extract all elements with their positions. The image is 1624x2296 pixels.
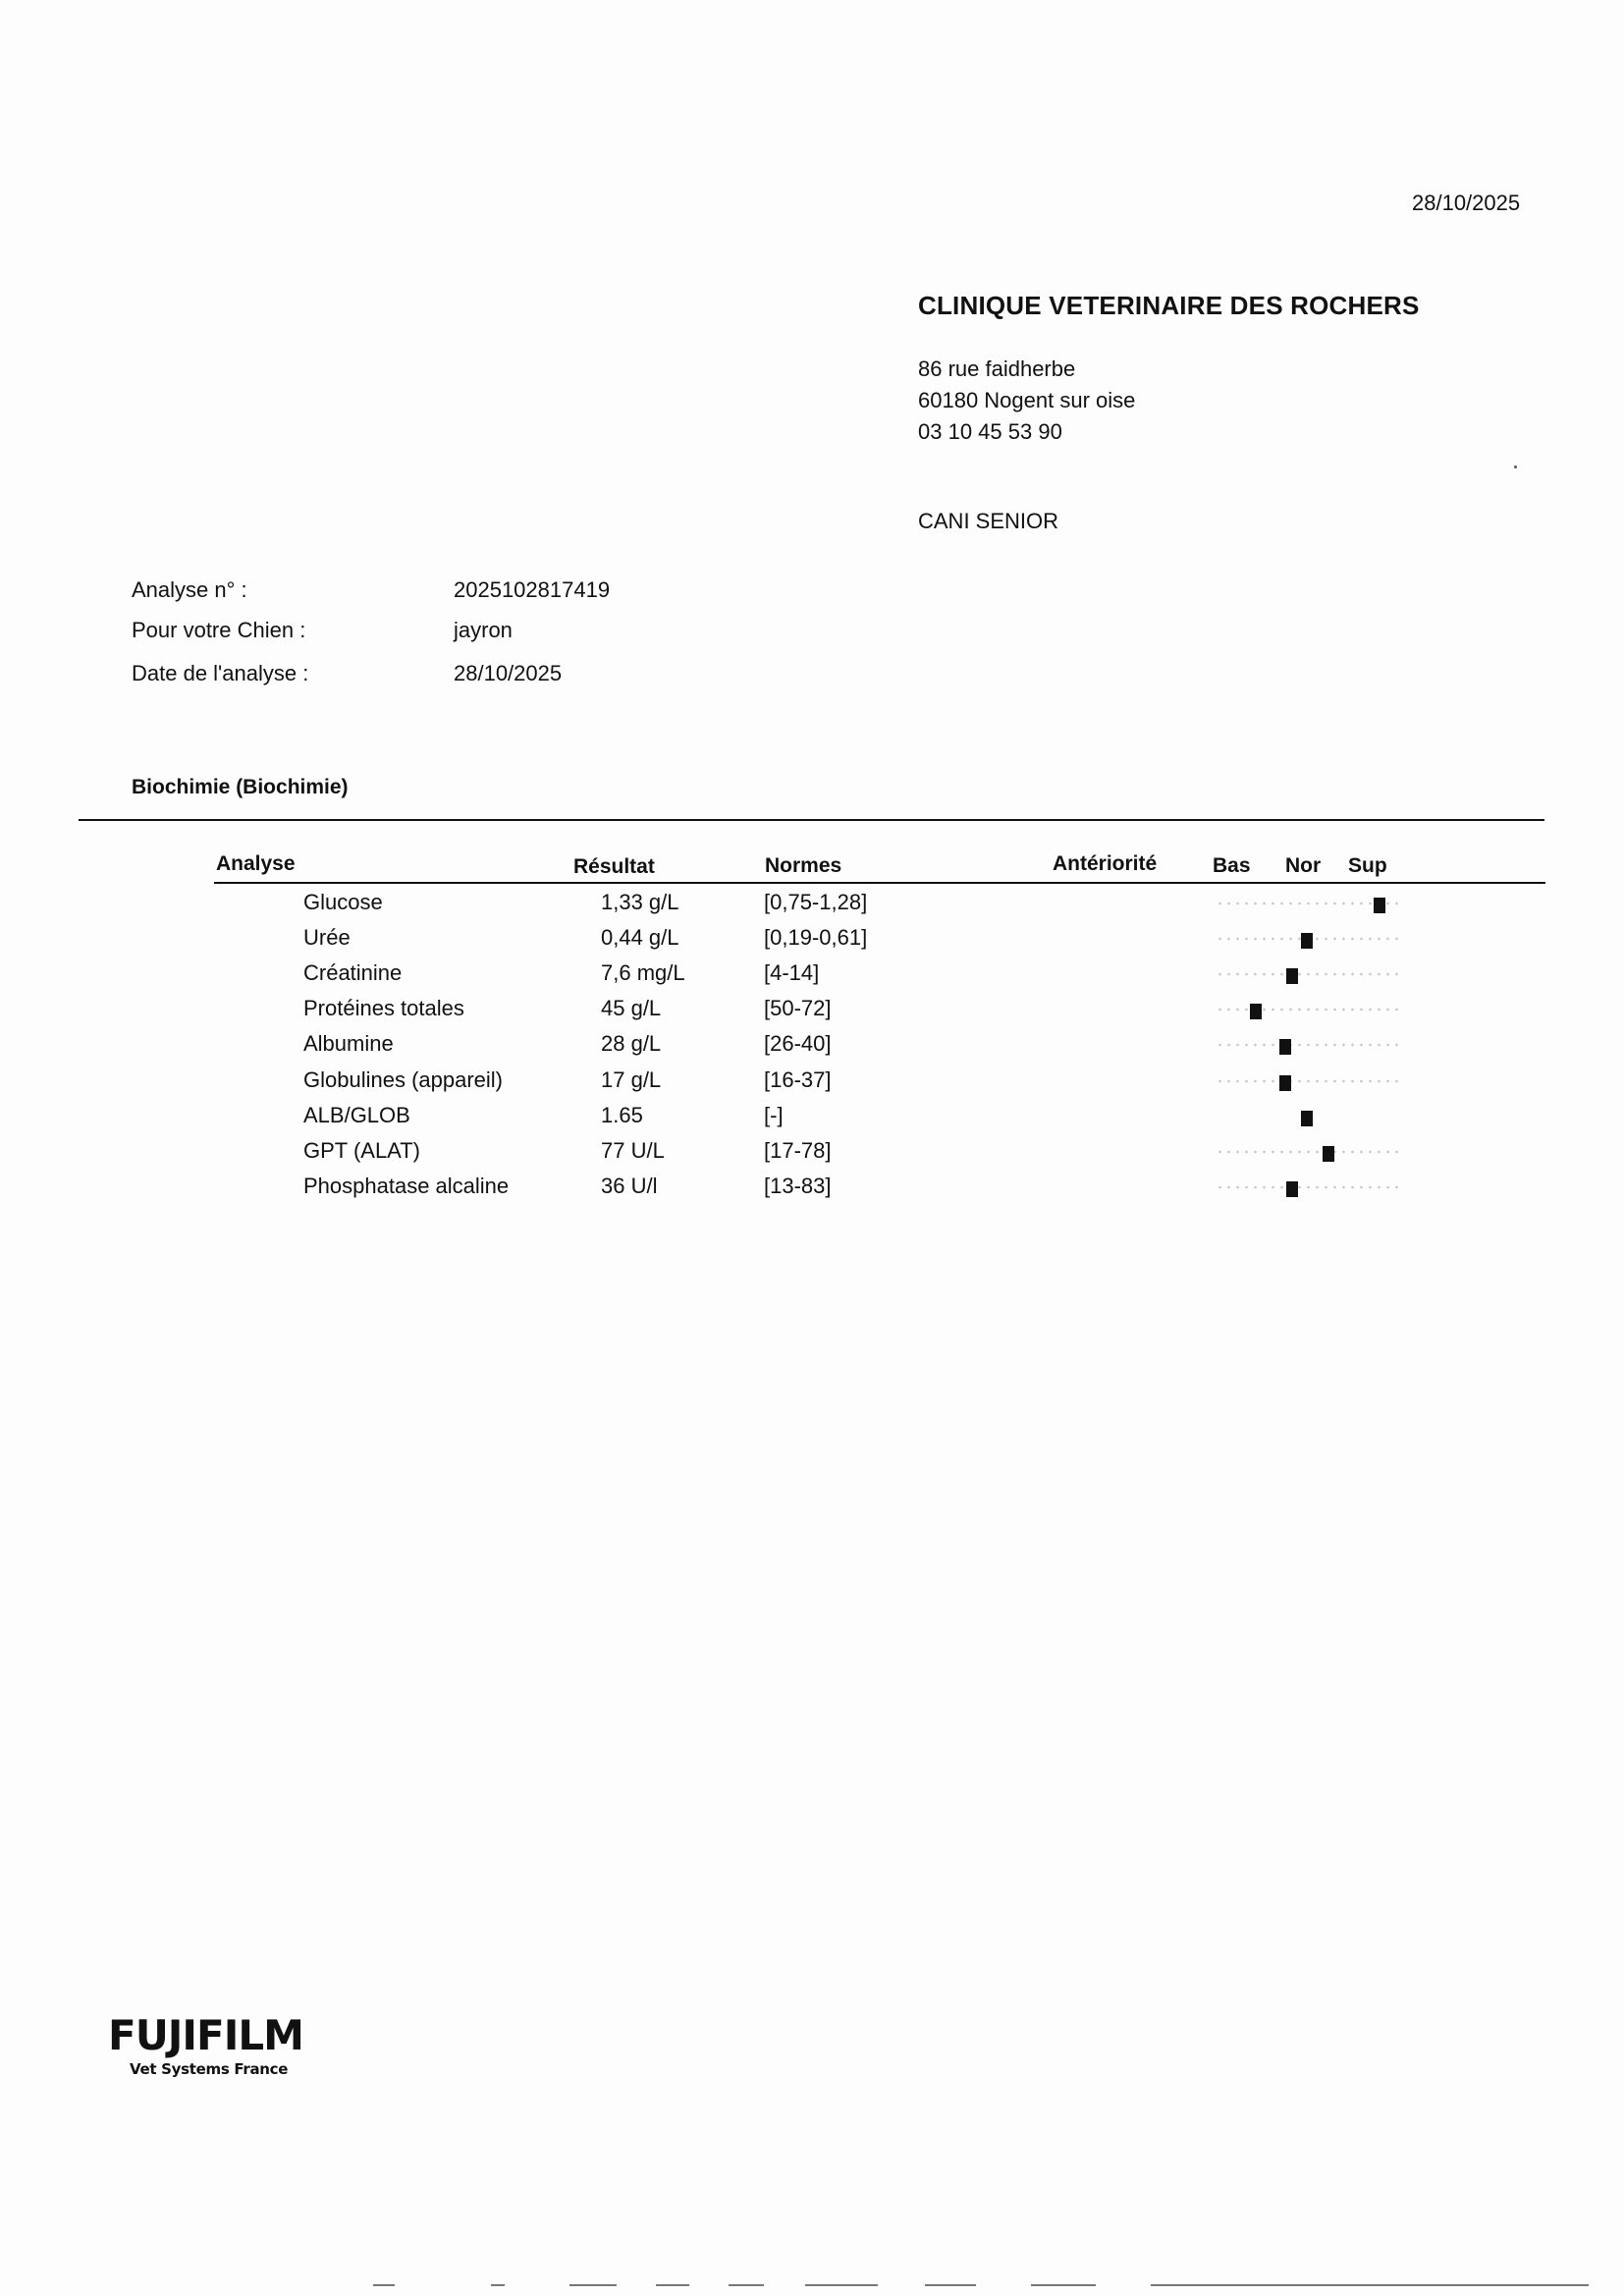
result-row <box>0 1031 1624 1066</box>
range-level-marker <box>1279 1039 1291 1055</box>
result-name: Urée <box>303 925 351 951</box>
footer-scan-mark <box>491 2284 505 2286</box>
range-level-marker <box>1286 968 1298 984</box>
result-name: ALB/GLOB <box>303 1102 410 1127</box>
header-analyse: Analyse <box>216 852 296 875</box>
result-row <box>0 890 1624 925</box>
footer-scan-mark <box>1031 2284 1096 2286</box>
result-name: Albumine <box>303 1031 394 1057</box>
analysis-number-label: Analyse n° : <box>132 577 247 602</box>
range-scale-dots <box>1216 1077 1398 1085</box>
range-level-marker <box>1323 1146 1334 1162</box>
range-level-marker <box>1250 1004 1262 1019</box>
clinic-address-street: 86 rue faidherbe <box>918 356 1076 381</box>
result-row <box>0 1103 1624 1138</box>
analysis-number-value: 2025102817419 <box>454 577 611 602</box>
result-value: 45 g/L <box>601 996 662 1021</box>
scan-speck <box>1514 465 1517 468</box>
logo-brand: FUJIFILM <box>108 2011 303 2059</box>
footer-scan-mark <box>805 2284 878 2286</box>
range-scale-dots <box>1216 1041 1398 1049</box>
range-scale-dots <box>1216 970 1398 978</box>
result-value: 77 U/L <box>601 1137 665 1163</box>
result-value: 28 g/L <box>601 1031 662 1057</box>
animal-name: jayron <box>454 618 513 642</box>
result-norm: [50-72] <box>764 996 832 1021</box>
header-anteriorite: Antériorité <box>1053 852 1158 875</box>
range-scale-dots <box>1216 1183 1398 1191</box>
header-nor: Nor <box>1285 854 1322 877</box>
logo-subtitle: Vet Systems France <box>130 2060 289 2078</box>
result-value: 36 U/l <box>601 1173 658 1198</box>
range-level-marker <box>1286 1181 1298 1197</box>
range-scale-dots <box>1216 1006 1398 1013</box>
result-name: Globulines (appareil) <box>303 1066 503 1092</box>
result-row <box>0 1138 1624 1174</box>
footer-scan-mark <box>729 2284 764 2286</box>
clinic-name: CLINIQUE VETERINAIRE DES ROCHERS <box>918 291 1420 320</box>
range-level-marker <box>1301 933 1313 949</box>
table-header-divider <box>214 882 1545 884</box>
result-row <box>0 1174 1624 1209</box>
header-bas: Bas <box>1213 854 1251 877</box>
result-value: 17 g/L <box>601 1066 662 1092</box>
profile-name: CANI SENIOR <box>918 509 1059 533</box>
animal-label: Pour votre Chien : <box>132 618 306 642</box>
result-row <box>0 960 1624 996</box>
result-norm: [0,19-0,61] <box>764 925 868 951</box>
result-row <box>0 925 1624 960</box>
result-row <box>0 996 1624 1031</box>
footer-scan-mark <box>925 2284 976 2286</box>
analysis-date-label: Date de l'analyse : <box>132 661 309 685</box>
result-norm: [17-78] <box>764 1137 832 1163</box>
range-level-marker <box>1279 1075 1291 1091</box>
analysis-date-value: 28/10/2025 <box>454 661 563 685</box>
header-normes: Normes <box>765 854 842 877</box>
range-level-marker <box>1301 1111 1313 1126</box>
result-norm: [26-40] <box>764 1031 832 1057</box>
result-row <box>0 1067 1624 1103</box>
report-date: 28/10/2025 <box>1412 191 1521 215</box>
clinic-phone: 03 10 45 53 90 <box>918 419 1062 444</box>
result-value: 7,6 mg/L <box>601 960 685 986</box>
range-scale-dots <box>1216 1148 1398 1156</box>
result-value: 0,44 g/L <box>601 925 679 951</box>
footer-scan-mark <box>569 2284 617 2286</box>
result-name: Phosphatase alcaline <box>303 1173 510 1198</box>
range-level-marker <box>1374 898 1385 913</box>
result-norm: [-] <box>764 1102 784 1127</box>
header-result: Résultat <box>573 855 655 878</box>
footer-scan-mark <box>373 2284 395 2286</box>
result-norm: [0,75-1,28] <box>764 890 868 914</box>
section-divider <box>79 819 1544 821</box>
result-norm: [13-83] <box>764 1173 832 1198</box>
fujifilm-logo <box>108 2011 303 2078</box>
result-name: Créatinine <box>303 960 403 986</box>
header-sup: Sup <box>1348 854 1387 877</box>
clinic-address-city: 60180 Nogent sur oise <box>918 388 1136 412</box>
result-name: GPT (ALAT) <box>303 1137 420 1163</box>
result-value: 1.65 <box>601 1102 643 1127</box>
footer-scan-mark <box>1151 2284 1589 2286</box>
result-norm: [4-14] <box>764 960 820 986</box>
result-name: Protéines totales <box>303 996 464 1021</box>
footer-scan-mark <box>656 2284 689 2286</box>
section-title: Biochimie (Biochimie) <box>132 776 349 798</box>
range-scale-dots <box>1216 900 1398 907</box>
result-value: 1,33 g/L <box>601 890 679 914</box>
result-name: Glucose <box>303 890 383 914</box>
result-norm: [16-37] <box>764 1066 832 1092</box>
